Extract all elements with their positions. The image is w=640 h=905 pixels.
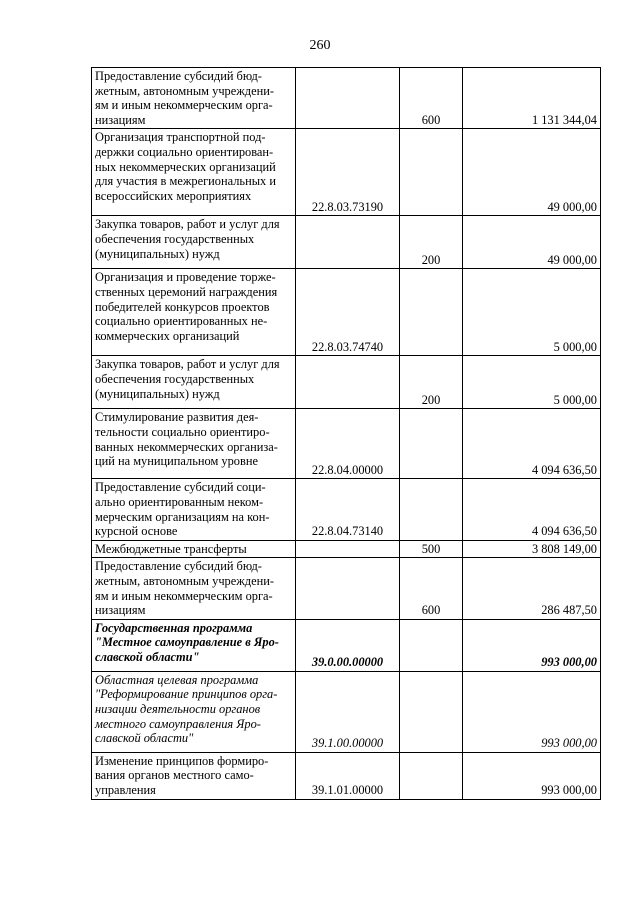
row-code: 22.8.03.74740: [296, 269, 400, 356]
row-code: [296, 540, 400, 558]
row-code: [296, 558, 400, 619]
row-expense-type: [400, 479, 463, 540]
row-expense-type: [400, 752, 463, 799]
row-code: 39.0.00.00000: [296, 619, 400, 671]
row-amount: 49 000,00: [463, 129, 601, 216]
row-amount: 993 000,00: [463, 619, 601, 671]
row-code: 22.8.04.73140: [296, 479, 400, 540]
row-expense-type: 500: [400, 540, 463, 558]
row-expense-type: [400, 619, 463, 671]
table-row: [92, 129, 601, 216]
row-code: 22.8.04.00000: [296, 409, 400, 479]
row-code: [296, 68, 400, 129]
row-expense-type: 200: [400, 216, 463, 269]
row-name: Стимулирование развития дея- тельности социально ориентиро- ванных некоммерческих организа- ций на муниципальном уровне: [92, 409, 296, 479]
table-row: [92, 558, 601, 619]
row-name: Изменение принципов формиро- вания органов местного само- управления: [92, 752, 296, 799]
row-code: 39.1.00.00000: [296, 671, 400, 752]
row-amount: 993 000,00: [463, 671, 601, 752]
row-name: Закупка товаров, работ и услуг для обеспечения государственных (муниципальных) нужд: [92, 356, 296, 409]
table-row: [92, 752, 601, 799]
row-amount: 993 000,00: [463, 752, 601, 799]
row-expense-type: [400, 269, 463, 356]
row-name: Государственная программа "Местное самоуправление в Яро- славской области": [92, 619, 296, 671]
row-amount: 4 094 636,50: [463, 479, 601, 540]
table-row: [92, 269, 601, 356]
row-amount: 49 000,00: [463, 216, 601, 269]
row-code: 39.1.01.00000: [296, 752, 400, 799]
row-expense-type: [400, 409, 463, 479]
row-amount: 286 487,50: [463, 558, 601, 619]
row-amount: 5 000,00: [463, 356, 601, 409]
row-name: Организация транспортной под- держки социально ориентирован- ных некоммерческих организаций для участия в межрегиональных и всероссийских мероприятиях: [92, 129, 296, 216]
row-amount: 5 000,00: [463, 269, 601, 356]
row-name: Областная целевая программа "Реформирование принципов орга- низации деятельности органов местного самоуправления Яро- славской области": [92, 671, 296, 752]
row-name: Предоставление субсидий бюд- жетным, автономным учреждени- ям и иным некоммерческим орга- низациям: [92, 68, 296, 129]
row-expense-type: 200: [400, 356, 463, 409]
row-name: Предоставление субсидий соци- ально ориентированным неком- мерческим организациям на кон- курсной основе: [92, 479, 296, 540]
row-amount: 3 808 149,00: [463, 540, 601, 558]
table-row: [92, 409, 601, 479]
row-name: Закупка товаров, работ и услуг для обеспечения государственных (муниципальных) нужд: [92, 216, 296, 269]
row-amount: 1 131 344,04: [463, 68, 601, 129]
row-expense-type: [400, 671, 463, 752]
table-row: [92, 356, 601, 409]
page-number: 260: [309, 38, 331, 53]
table-row: [92, 671, 601, 752]
table-row: [92, 479, 601, 540]
row-amount: 4 094 636,50: [463, 409, 601, 479]
table-row: [92, 68, 601, 129]
row-code: 22.8.03.73190: [296, 129, 400, 216]
row-code: [296, 216, 400, 269]
row-code: [296, 356, 400, 409]
row-expense-type: 600: [400, 68, 463, 129]
row-name: Предоставление субсидий бюд- жетным, автономным учреждени- ям и иным некоммерческим орга- низациям: [92, 558, 296, 619]
row-name: Межбюджетные трансферты: [92, 540, 296, 558]
row-expense-type: 600: [400, 558, 463, 619]
table-row: [92, 619, 601, 671]
row-name: Организация и проведение торже- ственных церемоний награждения победителей конкурсов проектов социально ориентированных не- коммерческих организаций: [92, 269, 296, 356]
table-row: [92, 216, 601, 269]
budget-table: [91, 67, 601, 800]
row-expense-type: [400, 129, 463, 216]
table-row: [92, 540, 601, 558]
